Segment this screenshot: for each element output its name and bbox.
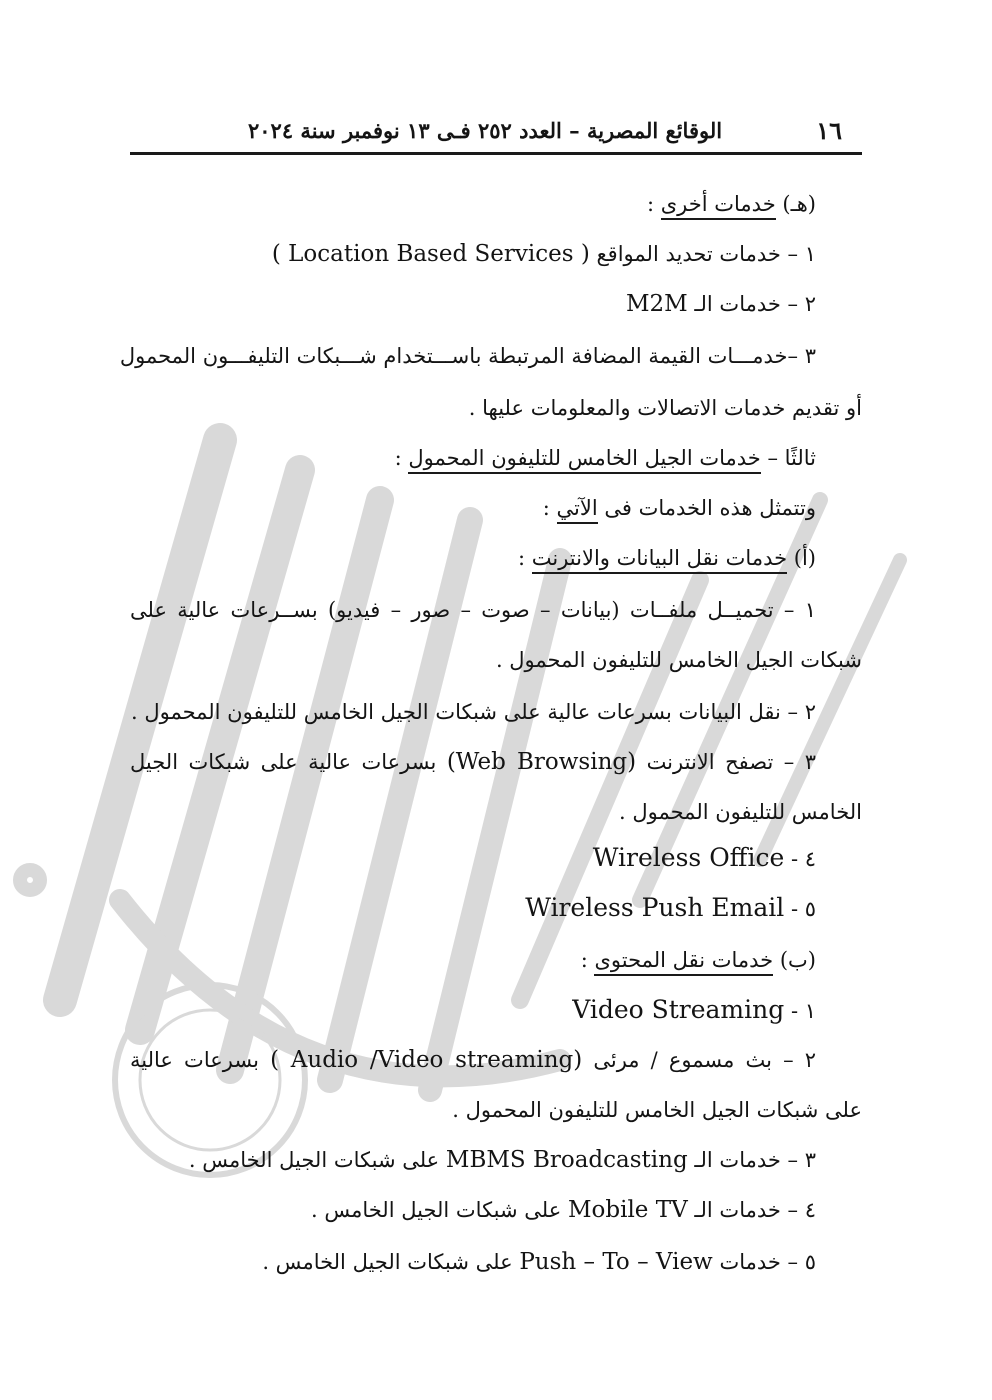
item-english: Push – To – View xyxy=(519,1249,713,1275)
page-header xyxy=(130,112,862,155)
section-h-item-3-line-1: ٣ –خدمـــات القيمة المضافة المرتبطة باســـتخدام شـــبكات التليفـــون المحمول xyxy=(119,344,816,368)
item-english: ( Location Based Services ) xyxy=(271,241,590,267)
sub-b-item-5 xyxy=(130,1240,816,1284)
item-text: بسرعات عالية على شبكات الجيل xyxy=(130,750,437,774)
sub-a-item-3-line-1 xyxy=(130,740,816,784)
item-english: MBMS Broadcasting xyxy=(445,1147,688,1173)
item-number: ٢ – xyxy=(787,292,816,316)
section-h-label: (هـ) xyxy=(782,192,816,216)
item-english: Video Streaming xyxy=(572,995,785,1024)
section-h-colon: : xyxy=(646,192,655,216)
section-3-title: خدمات الجيل الخامس للتليفون المحمول xyxy=(408,446,760,474)
gazette-title: الوقائع المصرية – العدد ٢٥٢ فـى ١٣ نوفمبر سنة ٢٠٢٤ xyxy=(248,118,723,143)
section-h-item-2 xyxy=(130,282,816,326)
sub-b-title: خدمات نقل المحتوى xyxy=(594,948,773,976)
sub-a-colon: : xyxy=(517,546,526,570)
item-english: (Web Browsing) xyxy=(446,749,637,775)
intro-text: وتتمثل هذه الخدمات فى xyxy=(604,496,816,520)
item-english: Mobile TV xyxy=(567,1197,688,1223)
item-number: ٥ - xyxy=(790,897,816,921)
document-page xyxy=(119,0,862,1400)
sub-a-item-1-line-2: شبكات الجيل الخامس للتليفون المحمول . xyxy=(495,648,862,672)
sub-a-item-2: ٢ – نقل البيانات بسرعات عالية على شبكات الجيل الخامس للتليفون المحمول . xyxy=(130,700,816,724)
item-text: ٣ – تصفح الانترنت xyxy=(646,750,817,774)
sub-b-heading xyxy=(130,938,816,982)
item-english: M2M xyxy=(625,291,688,317)
item-number: ١ – xyxy=(787,242,816,266)
sub-a-item-4 xyxy=(130,836,816,880)
item-text: خدمات تحديد المواقع xyxy=(596,242,781,266)
section-h-item-1 xyxy=(130,232,816,276)
item-number: ٤ - xyxy=(790,847,816,871)
sub-b-colon: : xyxy=(580,948,588,972)
item-text: ٢ – بث مسموع / مرئى xyxy=(593,1048,817,1072)
section-3-intro xyxy=(130,486,816,530)
item-text: ٣ – خدمات الـ xyxy=(694,1148,816,1172)
intro-colon: : xyxy=(542,496,550,520)
item-text: على شبكات الجيل الخامس . xyxy=(262,1250,513,1274)
item-english: ( Audio /Video streaming) xyxy=(270,1047,583,1073)
section-h-heading xyxy=(130,182,816,226)
sub-b-item-1 xyxy=(130,988,816,1032)
section-h-item-3-line-2: أو تقديم خدمات الاتصالات والمعلومات عليها . xyxy=(468,396,862,420)
section-3-heading xyxy=(130,436,816,480)
item-text: ٥ – خدمات xyxy=(719,1250,816,1274)
item-text: خدمات الـ xyxy=(694,292,781,316)
sub-a-title: خدمات نقل البيانات والانترنت xyxy=(532,546,787,574)
section-h-title: خدمات أخرى xyxy=(661,192,776,220)
item-english: Wireless Push Email xyxy=(525,893,785,922)
sub-b-item-2-line-1 xyxy=(130,1038,816,1082)
sub-b-item-3 xyxy=(130,1138,816,1182)
sub-b-item-4 xyxy=(130,1188,816,1232)
intro-underlined: الآتي xyxy=(557,496,598,524)
item-english: Wireless Office xyxy=(592,843,785,872)
item-text: على شبكات الجيل الخامس . xyxy=(188,1148,440,1172)
sub-a-label: (أ) xyxy=(793,546,816,570)
item-text: على شبكات الجيل الخامس . xyxy=(310,1198,562,1222)
page-number: ١٦ xyxy=(816,116,842,145)
sub-b-label: (ب) xyxy=(779,948,816,972)
item-number: ١ - xyxy=(790,999,816,1023)
item-text: ٤ – خدمات الـ xyxy=(694,1198,816,1222)
sub-a-item-1-line-1: ١ – تحميــل ملفــات (بيانات – صوت – صور – فيديو) بســرعات عالية على xyxy=(130,598,816,622)
section-3-colon: : xyxy=(394,446,402,470)
section-3-prefix: ثالثًا – xyxy=(767,446,816,470)
sub-a-item-5 xyxy=(130,886,816,930)
item-text: بسرعات عالية xyxy=(130,1048,259,1072)
sub-a-item-3-line-2: الخامس للتليفون المحمول . xyxy=(619,800,862,824)
sub-b-item-2-line-2: على شبكات الجيل الخامس للتليفون المحمول . xyxy=(452,1098,862,1122)
sub-a-heading xyxy=(130,536,816,580)
